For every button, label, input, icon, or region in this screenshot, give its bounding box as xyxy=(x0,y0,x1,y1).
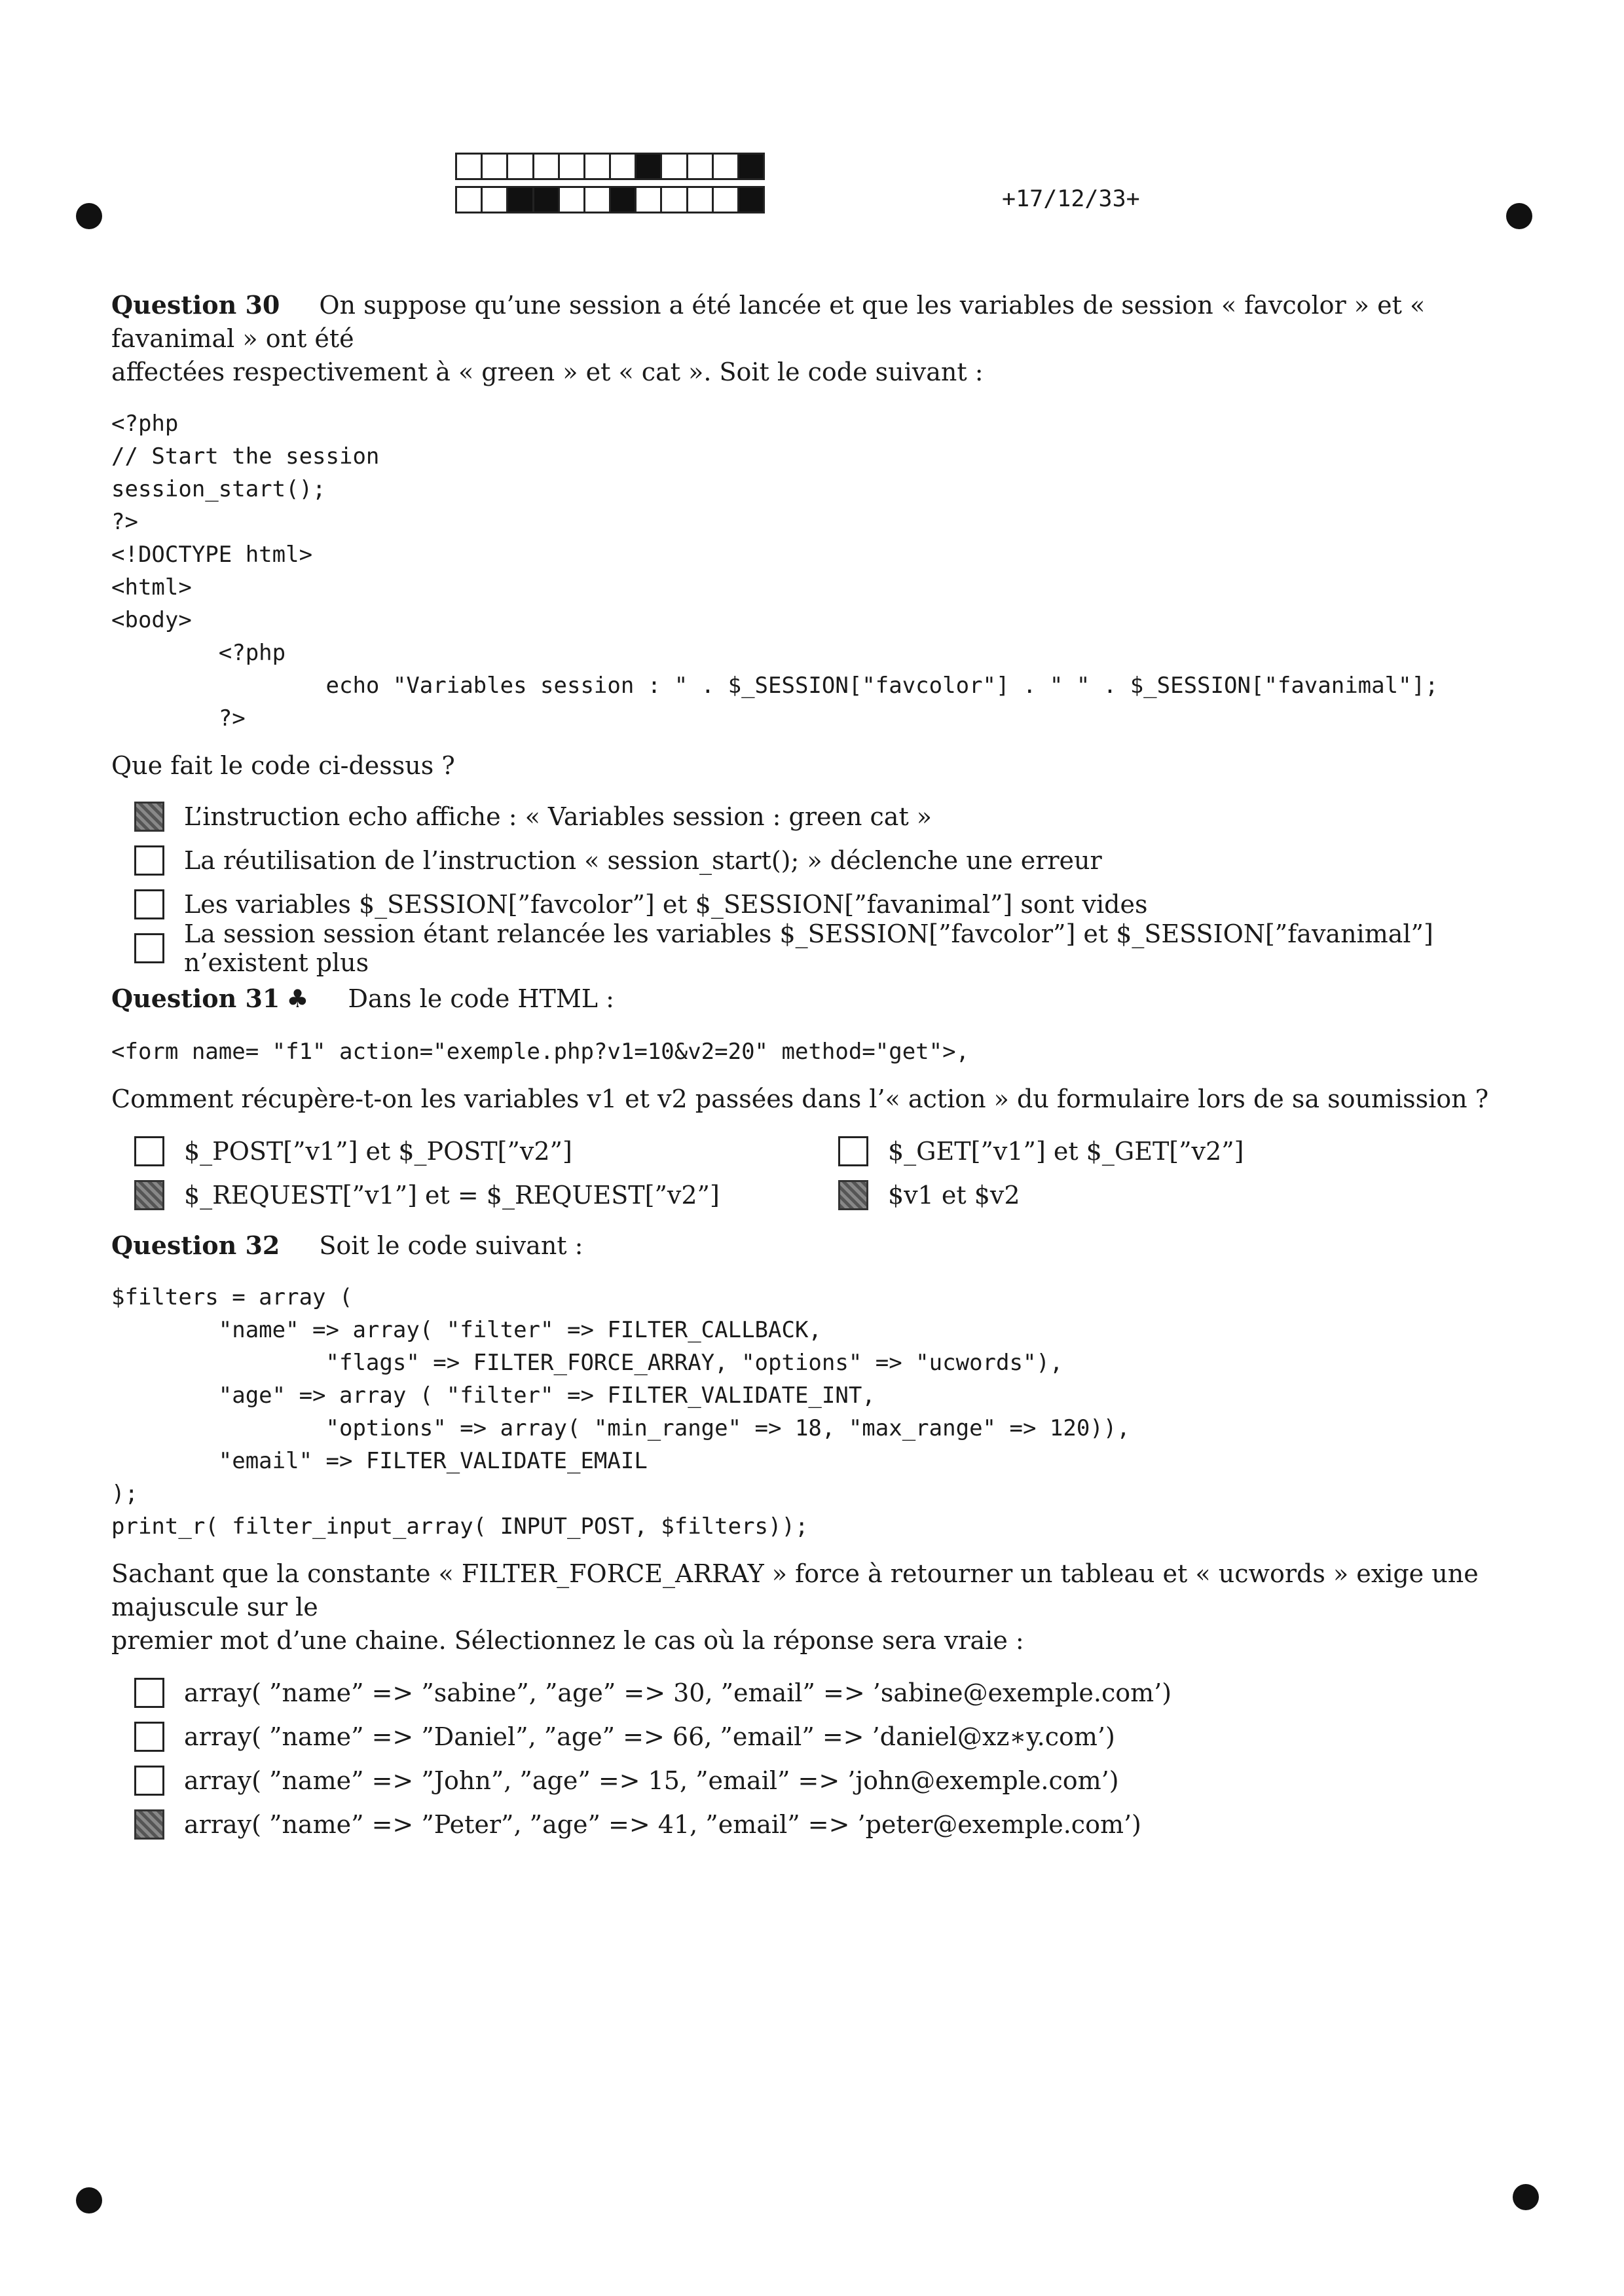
barcode-cell xyxy=(583,153,611,180)
question-32-options xyxy=(111,1671,1519,1846)
question-32-prompt-line2: premier mot d’une chaine. Sélectionnez le cas où la réponse sera vraie : xyxy=(111,1626,1024,1655)
answer-option-label: $_POST[”v1”] et $_POST[”v2”] xyxy=(184,1136,572,1166)
question-30-options xyxy=(111,794,1519,977)
checked-checkbox[interactable] xyxy=(134,1180,164,1210)
barcode-cell xyxy=(660,153,688,180)
answer-option[interactable] xyxy=(111,794,1519,838)
barcode-cell xyxy=(737,186,765,213)
barcode-cell xyxy=(558,186,585,213)
answer-option[interactable] xyxy=(111,1714,1519,1758)
barcode-cell xyxy=(609,186,637,213)
answer-option-label: Les variables $_SESSION[”favcolor”] et $_SESSION[”favanimal”] sont vides xyxy=(184,889,1148,919)
empty-checkbox[interactable] xyxy=(134,889,164,919)
barcode-cell xyxy=(532,186,560,213)
barcode-cell xyxy=(455,153,483,180)
barcode-cell xyxy=(686,186,714,213)
question-30-prompt: Que fait le code ci-dessus ? xyxy=(111,751,455,780)
registration-mark-top-left xyxy=(76,203,102,229)
answer-option[interactable] xyxy=(111,919,1519,977)
answer-option[interactable] xyxy=(111,1173,815,1217)
registration-mark-bottom-right xyxy=(1513,2184,1539,2210)
question-31-options xyxy=(111,1129,1519,1217)
empty-checkbox[interactable] xyxy=(838,1136,868,1166)
checked-checkbox[interactable] xyxy=(134,802,164,832)
empty-checkbox[interactable] xyxy=(134,933,164,963)
barcode-cell xyxy=(532,153,560,180)
barcode-cell xyxy=(481,153,508,180)
checked-checkbox[interactable] xyxy=(134,1809,164,1840)
barcode-cell xyxy=(712,186,739,213)
empty-checkbox[interactable] xyxy=(134,1766,164,1796)
barcode-cell xyxy=(635,186,662,213)
page-id: +17/12/33+ xyxy=(1002,186,1140,212)
barcode-cell xyxy=(455,186,483,213)
question-30-intro-line2: affectées respectivement à « green » et « cat ». Soit le code suivant : xyxy=(111,358,984,386)
question-32-prompt-line1: Sachant que la constante « FILTER_FORCE_ARRAY » force à retourner un tableau et « ucwords » exige une majuscule sur le xyxy=(111,1559,1479,1621)
barcode-cell xyxy=(712,153,739,180)
answer-option-label: La réutilisation de l’instruction « session_start(); » déclenche une erreur xyxy=(184,845,1102,875)
answer-option-label: array( ”name” => ”sabine”, ”age” => 30, ”email” => ’sabine@exemple.com’) xyxy=(184,1678,1172,1707)
barcode-cell xyxy=(583,186,611,213)
checked-checkbox[interactable] xyxy=(838,1180,868,1210)
answer-option-label: La session session étant relancée les variables $_SESSION[”favcolor”] et $_SESSION[”favanimal”] n’existent plus xyxy=(184,919,1433,977)
registration-mark-bottom-left xyxy=(76,2187,102,2213)
answer-option-label: array( ”name” => ”John”, ”age” => 15, ”email” => ’john@exemple.com’) xyxy=(184,1766,1119,1795)
empty-checkbox[interactable] xyxy=(134,845,164,876)
answer-option-label: array( ”name” => ”Peter”, ”age” => 41, ”email” => ’peter@exemple.com’) xyxy=(184,1809,1141,1839)
answer-option[interactable] xyxy=(815,1173,1519,1217)
barcode-cell xyxy=(506,153,534,180)
barcode-cell xyxy=(609,153,637,180)
answer-option-label: $_GET[”v1”] et $_GET[”v2”] xyxy=(888,1136,1244,1166)
answer-option[interactable] xyxy=(111,1129,815,1173)
question-30-title: Question 30 xyxy=(111,290,280,320)
question-31 xyxy=(111,982,1519,1217)
barcode-cell xyxy=(737,153,765,180)
empty-checkbox[interactable] xyxy=(134,1722,164,1752)
barcode-cell xyxy=(481,186,508,213)
question-30-code: <?php // Start the session session_start(); ?> <!DOCTYPE html> <html> <body> <?php echo "Variables session : " . $_SESSION["favcolor"] . " " . $_SESSION["favanimal"]; ?> xyxy=(111,411,1439,731)
club-icon: ♣ xyxy=(286,984,309,1013)
barcode-cell xyxy=(686,153,714,180)
question-31-prompt: Comment récupère-t-on les variables v1 et v2 passées dans l’« action » du formulaire lors de sa soumission ? xyxy=(111,1084,1489,1113)
question-30 xyxy=(111,288,1519,977)
question-32-title: Question 32 xyxy=(111,1231,280,1260)
question-30-intro-line1: On suppose qu’une session a été lancée et que les variables de session « favcolor » et « favanimal » ont été xyxy=(111,291,1426,353)
question-31-title: Question 31 xyxy=(111,984,280,1013)
question-32 xyxy=(111,1229,1519,1846)
answer-option-label: L’instruction echo affiche : « Variables session : green cat » xyxy=(184,802,932,831)
answer-option[interactable] xyxy=(111,1758,1519,1802)
barcode-cell xyxy=(558,153,585,180)
registration-mark-top-right xyxy=(1506,203,1532,229)
question-32-intro: Soit le code suivant : xyxy=(319,1231,583,1260)
exam-content xyxy=(111,288,1519,1846)
barcode-top xyxy=(455,153,763,180)
answer-option-label: array( ”name” => ”Daniel”, ”age” => 66, ”email” => ’daniel@xz∗y.com’) xyxy=(184,1722,1115,1751)
question-32-code: $filters = array ( "name" => array( "filter" => FILTER_CALLBACK, "flags" => FILTER_FORCE_ARRAY, "options" => "ucwords"), "age" => array ( "filter" => FILTER_VALIDATE_INT, "options" => array( "min_range" => 18, "max_range" => 120)), "email" => FILTER_VALIDATE_EMAIL ); print_r( filter_input_array( INPUT_POST, $filters)); xyxy=(111,1284,1130,1540)
empty-checkbox[interactable] xyxy=(134,1136,164,1166)
answer-option-label: $_REQUEST[”v1”] et = $_REQUEST[”v2”] xyxy=(184,1180,720,1210)
barcode-bottom xyxy=(455,186,763,213)
question-31-code: <form name= "f1" action="exemple.php?v1=10&v2=20" method="get">, xyxy=(111,1039,970,1065)
empty-checkbox[interactable] xyxy=(134,1678,164,1708)
barcode-cell xyxy=(635,153,662,180)
question-31-intro: Dans le code HTML : xyxy=(348,984,614,1013)
answer-option-label: $v1 et $v2 xyxy=(888,1180,1020,1210)
answer-option[interactable] xyxy=(111,1802,1519,1846)
barcode-cell xyxy=(660,186,688,213)
barcode-cell xyxy=(506,186,534,213)
answer-option[interactable] xyxy=(111,838,1519,882)
answer-option[interactable] xyxy=(111,1671,1519,1714)
answer-option[interactable] xyxy=(815,1129,1519,1173)
